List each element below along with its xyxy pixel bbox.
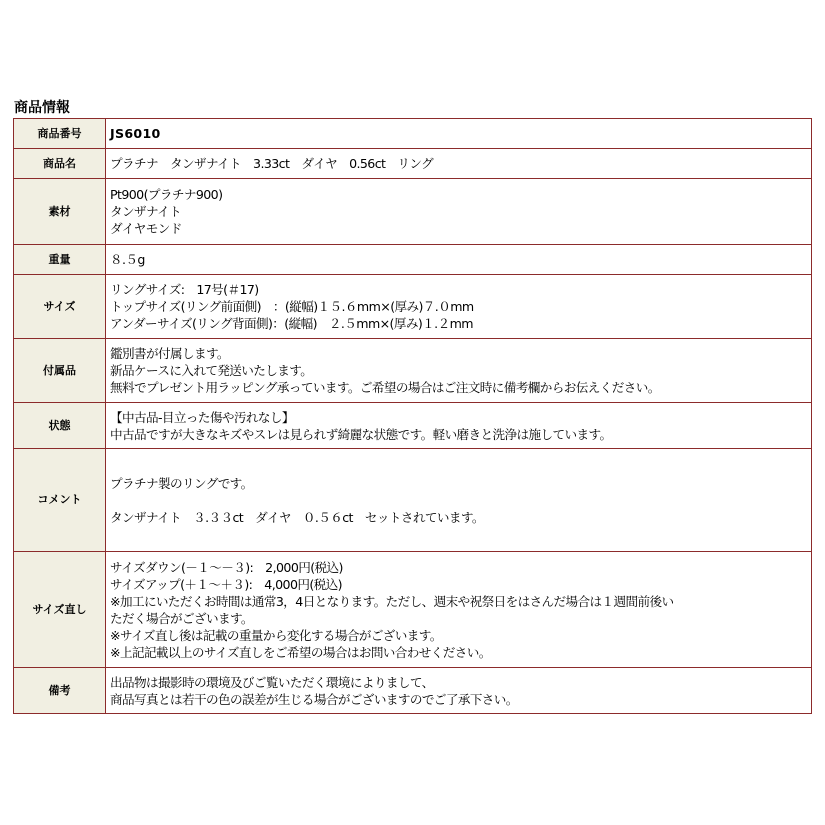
resize-line: ※サイズ直し後は記載の重量から変化する場合がございます。: [110, 627, 442, 643]
row-size: [14, 275, 812, 339]
remarks-line: 出品物は撮影時の環境及びご覧いただく環境によりまして、: [110, 674, 434, 690]
material-line: タンザナイト: [110, 204, 182, 219]
size-line: トップサイズ(リング前面側) ：(縦幅)１５.６mm×(厚み)７.０mm: [110, 299, 474, 314]
value-remarks: [106, 668, 812, 714]
material-line: ダイヤモンド: [110, 221, 182, 236]
value-comment: [106, 449, 812, 552]
row-product-number: [14, 119, 812, 149]
resize-line: サイズアップ(＋１～＋３): 4,000円(税込): [110, 576, 342, 592]
resize-line: ※加工にいただくお時間は通常3，4日となります。ただし、週末や祝祭日をはさんだ場合は１週間前後い: [110, 593, 674, 609]
comment-spacer: [110, 492, 807, 509]
section-title: 商品情報: [14, 100, 70, 116]
row-accessories: [14, 339, 812, 403]
row-condition: [14, 403, 812, 449]
row-comment: [14, 449, 812, 552]
material-line: Pt900(プラチナ900): [110, 187, 223, 202]
size-line: アンダーサイズ(リング背面側)：(縦幅) ２.５mm×(厚み)１.２mm: [110, 316, 473, 331]
label-product-name: 商品名: [14, 149, 106, 179]
value-weight: ８.５g: [106, 245, 812, 275]
value-accessories: [106, 339, 812, 403]
label-remarks: 備考: [14, 668, 106, 714]
label-resize: サイズ直し: [14, 552, 106, 668]
row-material: [14, 179, 812, 245]
value-size: [106, 275, 812, 339]
label-accessories: 付属品: [14, 339, 106, 403]
resize-line: ※上記記載以上のサイズ直しをご希望の場合はお問い合わせください。: [110, 644, 491, 660]
row-resize: [14, 552, 812, 668]
label-weight: 重量: [14, 245, 106, 275]
resize-line: サイズダウン(－１～－３): 2,000円(税込): [110, 559, 343, 575]
remarks-line: 商品写真とは若干の色の誤差が生じる場合がございますのでご了承下さい。: [110, 691, 518, 707]
resize-line: ただく場合がございます。: [110, 610, 253, 626]
size-line: リングサイズ: 17号(＃17): [110, 282, 259, 297]
row-product-name: [14, 149, 812, 179]
accessories-line: 鑑別書が付属します。: [110, 346, 229, 361]
label-comment: コメント: [14, 449, 106, 552]
label-size: サイズ: [14, 275, 106, 339]
row-weight: [14, 245, 812, 275]
comment-line: タンザナイト ３.３３ct ダイヤ ０.５６ct セットされています。: [110, 509, 484, 525]
value-product-name: プラチナ タンザナイト 3.33ct ダイヤ 0.56ct リング: [106, 149, 812, 179]
label-material: 素材: [14, 179, 106, 245]
value-product-number: JS6010: [106, 119, 812, 149]
value-resize: [106, 552, 812, 668]
label-condition: 状態: [14, 403, 106, 449]
condition-line: 中古品ですが大きなキズやスレは見られず綺麗な状態です。軽い磨きと洗浄は施しています。: [110, 426, 612, 442]
condition-line: 【中古品-目立った傷や汚れなし】: [110, 409, 294, 425]
accessories-line: 新品ケースに入れて発送いたします。: [110, 363, 313, 378]
product-info-table: [13, 118, 812, 714]
value-material: [106, 179, 812, 245]
comment-line: プラチナ製のリングです。: [110, 475, 253, 491]
value-condition: [106, 403, 812, 449]
accessories-line: 無料でプレゼント用ラッピング承っています。ご希望の場合はご注文時に備考欄からお伝えください。: [110, 380, 660, 395]
label-product-number: 商品番号: [14, 119, 106, 149]
row-remarks: [14, 668, 812, 714]
